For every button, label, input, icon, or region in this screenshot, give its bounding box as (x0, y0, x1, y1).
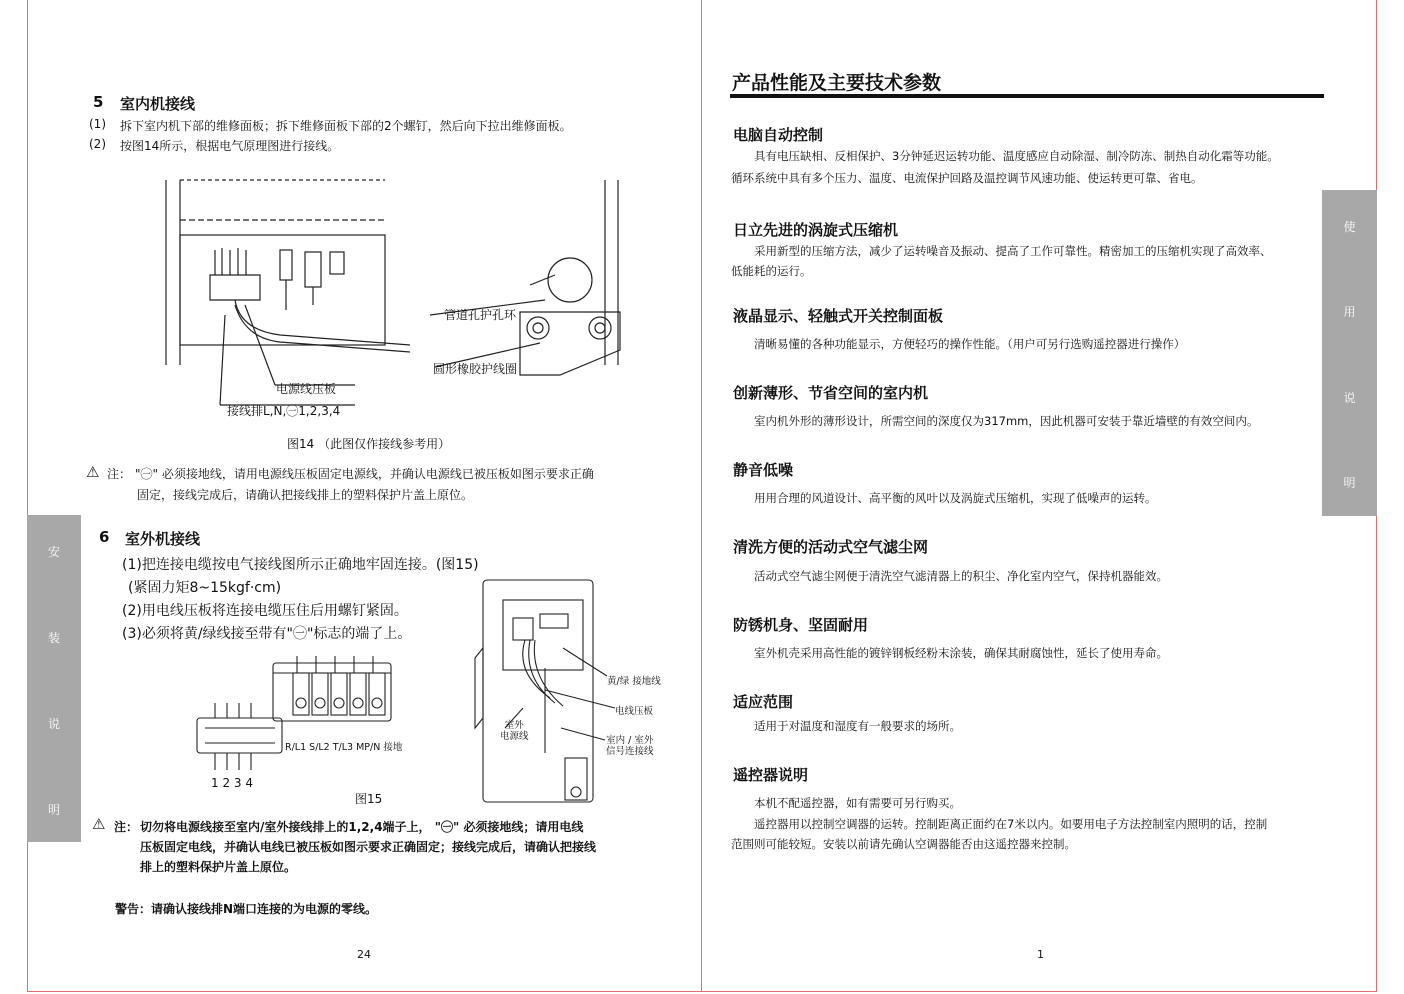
tab-char: 用 (1343, 305, 1356, 319)
signal-label: 室内 / 室外 信号连接线 (606, 735, 654, 757)
warning-text: 警告：请确认接线排N端口连接的为电源的零线。 (115, 902, 378, 916)
clamp-label: 电线压板 (615, 706, 654, 717)
paragraph: 室内机外形的薄形设计，所需空间的深度仅为317mm，因此机器可安装于靠近墙壁的有效空间内。 (731, 414, 1259, 428)
tab-char: 安 (47, 545, 60, 559)
tab-char: 使 (1343, 220, 1356, 234)
paragraph: 循环系统中具有多个压力、温度、电流保护回路及温控调节风速功能、使运转更可靠、省电。 (731, 171, 1203, 185)
figure-14-indoor-wiring (160, 180, 630, 425)
step-text: (2)用电线压板将连接电缆压住后用螺钉紧固。 (122, 603, 408, 619)
paragraph: 低能耗的运行。 (731, 264, 812, 278)
paragraph: 清晰易懂的各种功能显示，方便轻巧的操作性能。（用户可另行选购遥控器进行操作） (731, 337, 1186, 351)
note-prefix: 注： (114, 820, 139, 834)
note-line: 固定，接线完成后，请确认把接线排上的塑料保护片盖上原位。 (137, 488, 474, 502)
section-heading: 创新薄形、节省空间的室内机 (733, 384, 929, 402)
figure-15-caption: 图15 (355, 792, 383, 806)
figure-15-outdoor-wiring (185, 578, 665, 808)
step-text: 拆下室内机下部的维修面板；拆下维修面板下部的2个螺钉，然后向下拉出维修面板。 (120, 119, 572, 133)
tab-char: 装 (47, 631, 60, 645)
pipe-ring-label: 管道孔护孔环 (444, 308, 517, 322)
section-heading: 静音低噪 (733, 461, 794, 479)
section-heading: 防锈机身、坚固耐用 (733, 616, 869, 634)
clamp-label: 电源线压板 (276, 382, 337, 396)
step-text: 按图14所示，根据电气原理图进行接线。 (120, 139, 340, 153)
paragraph: 采用新型的压缩方法，减少了运转噪音及振动、提高了工作可靠性。精密加工的压缩机实现了高效率、 (731, 244, 1272, 258)
warning-icon: ⚠ (92, 815, 106, 833)
tab-char: 明 (47, 803, 60, 817)
paragraph: 活动式空气滤尘网便于清洗空气滤清器上的积尘、净化室内空气，保持机器能效。 (731, 569, 1168, 583)
section-heading: 清洗方便的活动式空气滤尘网 (733, 538, 929, 556)
paragraph: 用用合理的风道设计、高平衡的风叶以及涡旋式压缩机，实现了低噪声的运转。 (731, 491, 1157, 505)
step-text: (3)必须将黄/绿线接至带有"㊀"标志的端了上。 (122, 626, 412, 642)
note-line: 切勿将电源线接至室内/室外接线排上的1,2,4端子上， "㊀" 必须接地线；请用电线 (140, 820, 584, 834)
step-text: (紧固力矩8~15kgf·cm) (128, 580, 282, 596)
section6-number: 6 (99, 528, 110, 546)
terminal-numbers: 1 2 3 4 (211, 776, 253, 790)
section5-number: 5 (93, 93, 104, 111)
page-number: 1 (1037, 948, 1044, 961)
tab-char: 明 (1343, 476, 1356, 490)
install-manual-tab (27, 515, 81, 842)
paragraph: 遥控器用以控制空调器的运转。控制距离正面约在7米以内。如要用电子方法控制室内照明的话，控制 (731, 817, 1268, 831)
step-number: (1) (89, 117, 106, 131)
section-heading: 液晶显示、轻触式开关控制面板 (733, 307, 944, 325)
page-number: 24 (357, 948, 371, 961)
figure-14-caption: 图14 （此图仅作接线参考用） (287, 437, 451, 451)
user-manual-tab (1322, 190, 1377, 516)
paragraph: 适用于对温度和湿度有一般要求的场所。 (731, 719, 961, 733)
title-rule (730, 94, 1324, 98)
paragraph: 范围则可能较短。安装以前请先确认空调器能否由这遥控器来控制。 (731, 837, 1076, 851)
note-prefix: 注： (107, 467, 132, 481)
terminal-label: 接线排L,N,㊀1,2,3,4 (227, 404, 341, 418)
ground-label: 黄/绿 接地线 (607, 676, 661, 687)
terminal-labels: R/L1 S/L2 T/L3 MP/N 接地 (285, 742, 403, 753)
section-heading: 适应范围 (733, 693, 794, 711)
paragraph: 具有电压缺相、反相保护、3分钟延迟运转功能、温度感应自动除湿、制冷防冻、制热自动化霜等功能。 (731, 149, 1279, 163)
paragraph: 室外机壳采用高性能的镀锌钢板经粉末涂装，确保其耐腐蚀性，延长了使用寿命。 (731, 646, 1168, 660)
section6-title: 室外机接线 (125, 530, 201, 548)
paragraph: 本机不配遥控器，如有需要可另行购买。 (731, 796, 961, 810)
step-text: (1)把连接电缆按电气接线图所示正确地牢固连接。(图15) (122, 557, 479, 573)
tab-char: 说 (1343, 391, 1356, 405)
section-heading: 遥控器说明 (733, 766, 809, 784)
note-line: 排上的塑料保护片盖上原位。 (140, 860, 297, 874)
outdoor-power-label: 室外 电源线 (500, 720, 529, 742)
note-line: 压板固定电线，并确认电线已被压板如图示要求正确固定；接线完成后，请确认把接线 (140, 840, 597, 854)
step-number: (2) (89, 137, 106, 151)
note-line: "㊀" 必须接地线，请用电源线压板固定电源线，并确认电源线已被压板如图示要求正确 (135, 467, 594, 481)
warning-icon: ⚠ (86, 463, 100, 481)
section-heading: 日立先进的涡旋式压缩机 (733, 221, 899, 239)
section-heading: 电脑自动控制 (733, 126, 824, 144)
rubber-ring-label: 圆形橡胶护线圈 (433, 362, 518, 376)
page-title: 产品性能及主要技术参数 (732, 72, 942, 94)
tab-char: 说 (47, 717, 60, 731)
section5-title: 室内机接线 (120, 95, 196, 113)
page-spine (701, 0, 702, 992)
